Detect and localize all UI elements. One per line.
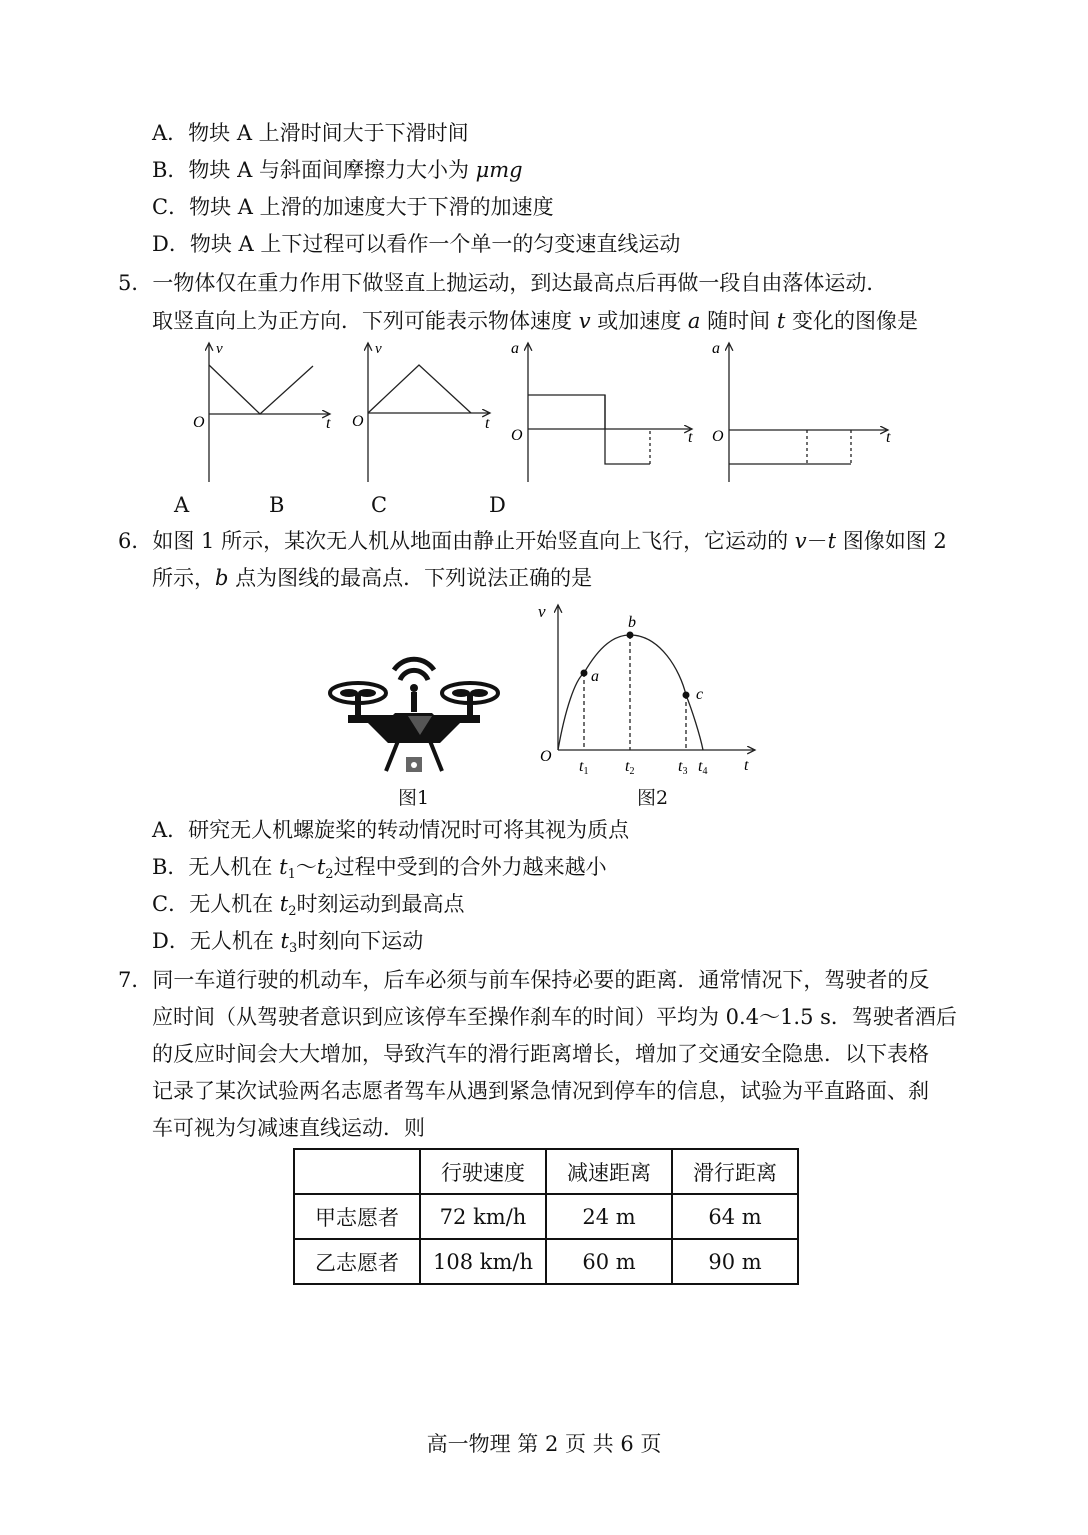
q6-tick-t2-sub: 2 — [629, 766, 635, 777]
q6-tick-t1-sub: 1 — [583, 766, 589, 777]
svg-text:t1 — [579, 758, 588, 777]
table-header-row — [294, 1149, 798, 1194]
svg-text:t4 — [698, 758, 707, 777]
q5-graphs — [0, 0, 1088, 520]
table-row — [294, 1194, 798, 1239]
q7-stem-line2: 应时间（从驾驶者意识到应该停车至操作刹车的时间）平均为 0.4～1.5 s．驾驶者酒后 — [152, 1005, 957, 1029]
q5-graph-d-origin: O — [712, 428, 724, 445]
q5-graph-b-origin: O — [352, 413, 364, 430]
q5-graph-a-ylabel: v — [216, 341, 223, 357]
table-cell: 24 m — [546, 1194, 672, 1239]
q5-graph-c — [528, 343, 692, 482]
q6-tick-t1: t — [579, 758, 584, 775]
table-cell: 甲志愿者 — [294, 1194, 420, 1239]
q6-graph-ylabel: v — [538, 602, 546, 621]
q6-option-d: D．无人机在 $t_3$时刻向下运动 — [152, 929, 424, 956]
drone-icon — [330, 659, 498, 772]
table-header-cell: 滑行距离 — [672, 1149, 798, 1194]
svg-text:t3 — [678, 758, 687, 777]
q5-choice-label-c: C — [371, 493, 388, 517]
q6-tick-t4-sub: 4 — [702, 766, 708, 777]
q6-fig2-caption: 图2 — [637, 787, 669, 809]
q5-graph-a-origin: O — [193, 414, 205, 431]
table-header-cell — [294, 1149, 420, 1194]
q5-stem-line2: 取竖直向上为正方向．下列可能表示物体速度 v 或加速度 a 随时间 t 变化的图像是 — [152, 309, 918, 333]
q7-data-table — [293, 1148, 799, 1285]
q5-choice-label-b: B — [269, 493, 285, 517]
q5-graph-d-xlabel: t — [886, 429, 891, 446]
table-cell: 60 m — [546, 1239, 672, 1284]
q4-option-b: B．物块 A 与斜面间摩擦力大小为 μmg — [152, 158, 523, 182]
table-row — [294, 1239, 798, 1284]
q4-option-c: C．物块 A 上滑的加速度大于下滑的加速度 — [152, 195, 554, 219]
q5-graph-a — [209, 343, 330, 482]
q5-graph-a-xlabel: t — [326, 415, 331, 432]
q7-stem-line4: 记录了某次试验两名志愿者驾车从遇到紧急情况到停车的信息，试验为平直路面、刹 — [152, 1079, 929, 1103]
q6-tick-t3-sub: 3 — [682, 766, 688, 777]
q6-label-a: a — [591, 668, 599, 685]
q6-stem-line1: 6．如图 1 所示，某次无人机从地面由静止开始竖直向上飞行，它运动的 v－t 图像如图 2 — [118, 529, 947, 553]
q6-option-c: C．无人机在 $t_2$时刻运动到最高点 — [152, 892, 465, 919]
q7-stem-line1: 7．同一车道行驶的机动车，后车必须与前车保持必要的距离．通常情况下，驾驶者的反 — [118, 968, 930, 992]
table-header-cell: 减速距离 — [546, 1149, 672, 1194]
q6-option-a: A．研究无人机螺旋桨的转动情况时可将其视为质点 — [152, 818, 630, 842]
q5-graph-c-xlabel: t — [688, 429, 693, 446]
table-header-cell: 行驶速度 — [420, 1149, 546, 1194]
q5-graph-d-ylabel: a — [712, 340, 720, 357]
page-footer: 高一物理 第 2 页 共 6 页 — [426, 1432, 662, 1456]
q5-stem-line1: 5．一物体仅在重力作用下做竖直上抛运动，到达最高点后再做一段自由落体运动． — [118, 271, 888, 295]
q5-choice-label-a: A — [174, 493, 190, 517]
q6-graph-xlabel: t — [744, 757, 749, 774]
table-cell: 90 m — [672, 1239, 798, 1284]
q6-graph-origin: O — [540, 748, 552, 765]
q5-choice-label-d: D — [489, 493, 506, 517]
q7-stem-line3: 的反应时间会大大增加，导致汽车的滑行距离增长，增加了交通安全隐患．以下表格 — [152, 1042, 929, 1066]
q6-point-c-dot — [683, 692, 690, 699]
q6-label-b: b — [628, 614, 636, 631]
q6-fig1-caption: 图1 — [398, 787, 430, 809]
q7-stem-line5: 车可视为匀减速直线运动．则 — [152, 1116, 425, 1140]
q5-graph-b-xlabel: t — [485, 415, 490, 432]
q6-point-a-dot — [581, 670, 588, 677]
table-cell: 72 km/h — [420, 1194, 546, 1239]
table-cell: 108 km/h — [420, 1239, 546, 1284]
table-cell: 乙志愿者 — [294, 1239, 420, 1284]
q6-label-c: c — [696, 686, 704, 703]
q5-graph-d — [729, 343, 888, 482]
q5-graph-c-ylabel: a — [511, 340, 519, 357]
q6-tick-t3: t — [678, 758, 683, 775]
q5-graph-c-origin: O — [511, 427, 523, 444]
q6-point-b-dot — [627, 632, 634, 639]
q5-graph-b — [368, 343, 490, 482]
q6-stem-line2: 所示，b 点为图线的最高点．下列说法正确的是 — [152, 566, 593, 590]
q6-tick-t2: t — [625, 758, 630, 775]
q4-option-d: D．物块 A 上下过程可以看作一个单一的匀变速直线运动 — [152, 232, 681, 256]
q4-option-a: A．物块 A 上滑时间大于下滑时间 — [152, 121, 469, 145]
q5-graph-b-ylabel: v — [375, 341, 382, 357]
q6-vt-graph — [558, 605, 755, 750]
q6-option-b: B．无人机在 $t_1\sim t_2$过程中受到的合外力越来越小 — [152, 855, 607, 882]
table-cell: 64 m — [672, 1194, 798, 1239]
svg-text:t2 — [625, 758, 634, 777]
q6-tick-t4: t — [698, 758, 703, 775]
q6-figures — [0, 595, 1088, 815]
